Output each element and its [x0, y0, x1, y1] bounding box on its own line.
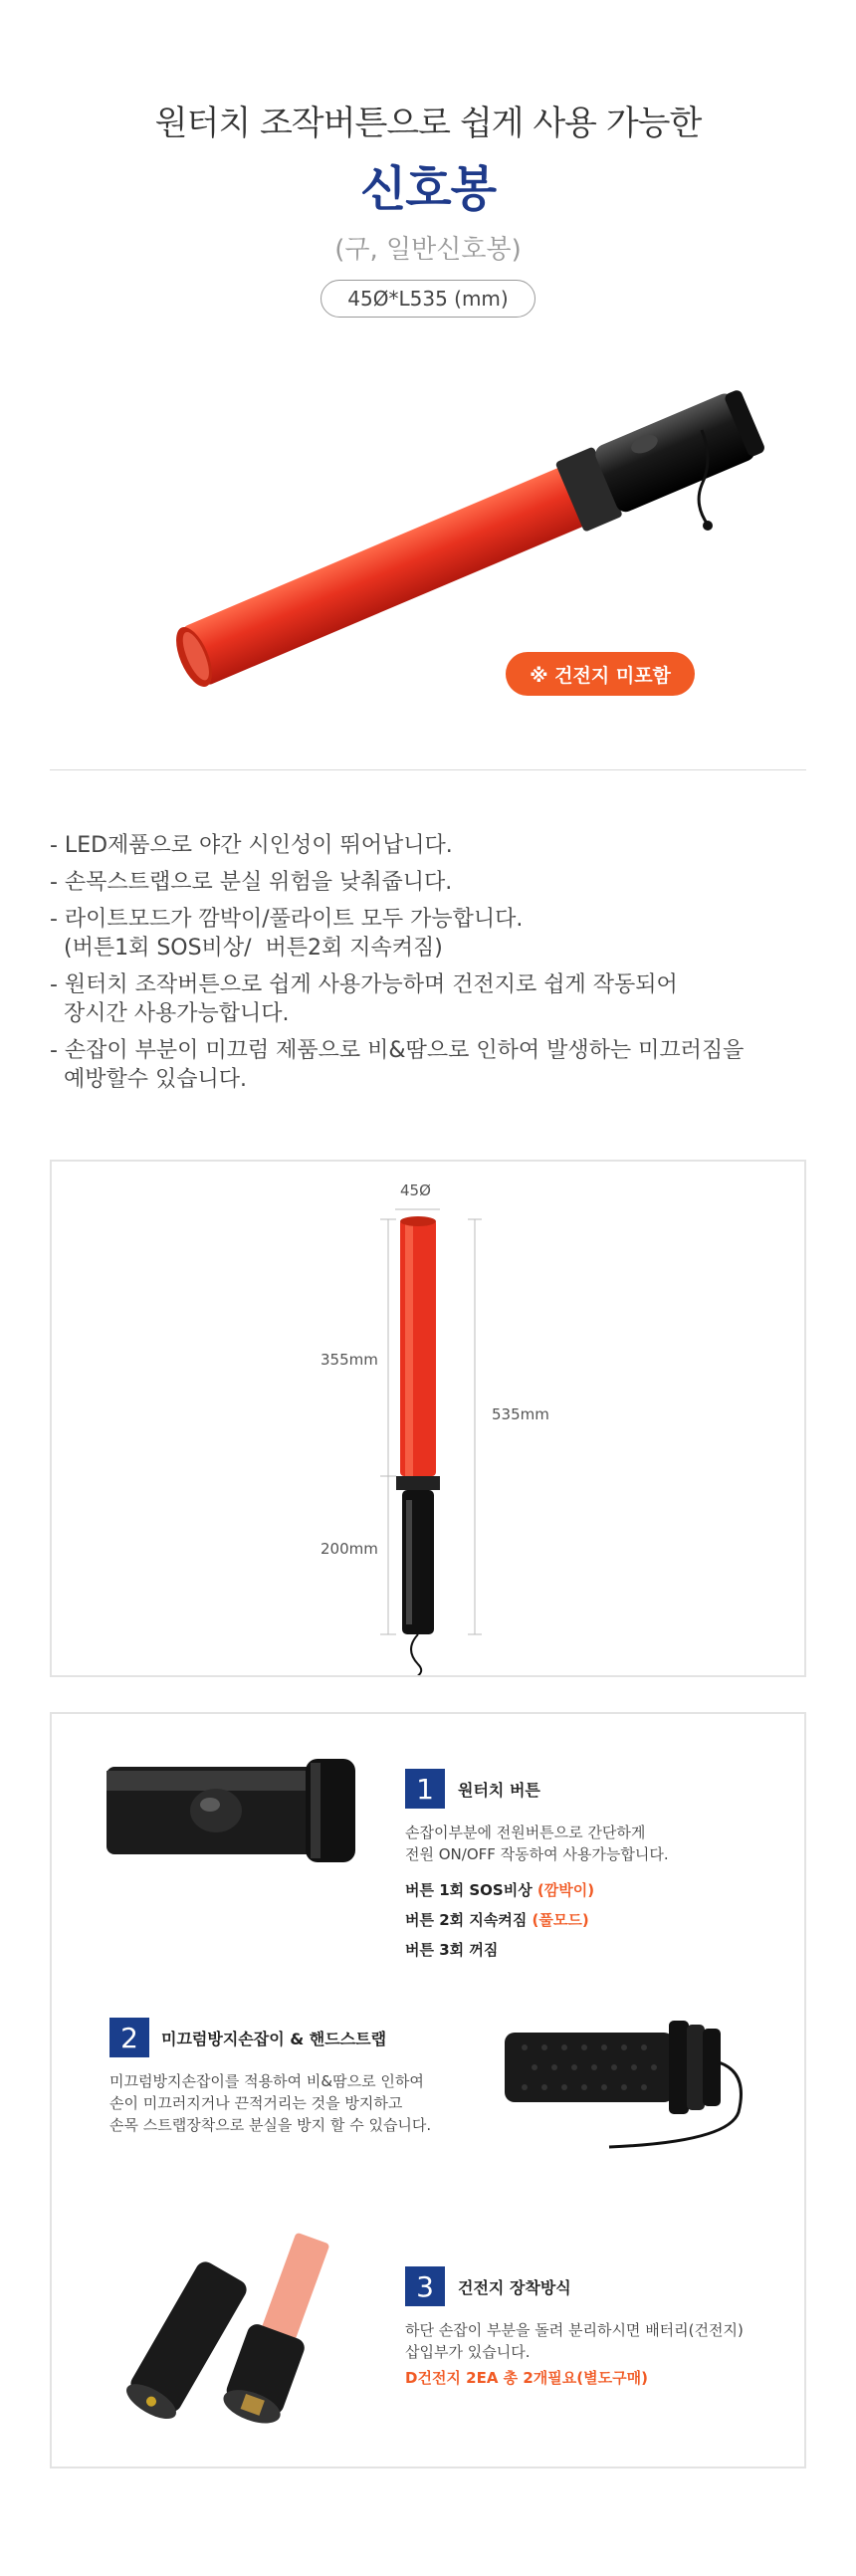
lower-length-label: 200mm [321, 1540, 378, 1558]
section-3-text-line: 삽입부가 있습니다. [405, 2343, 531, 2361]
product-subtitle: 원터치 조작버튼으로 쉽게 사용 가능한 [154, 104, 702, 143]
step-number-3: 3 [405, 2266, 445, 2306]
section-3-title: 건전지 장착방식 [458, 2278, 571, 2297]
dimension-baton-image [52, 1162, 804, 1675]
power-button-image [107, 1749, 365, 1868]
step-number-1: 1 [405, 1769, 445, 1809]
section-2-text-line: 미끄럼방지손잡이를 적용하여 비&땀으로 인하여 [109, 2072, 424, 2090]
total-length-label: 535mm [492, 1405, 549, 1423]
product-title: 신호봉 [359, 161, 497, 217]
button-press-2: 버튼 2회 지속켜짐 (풀모드) [405, 1911, 589, 1929]
feature-list [50, 831, 806, 1102]
section-2-text-line: 손이 미끄러지거나 끈적거리는 것을 방지하고 [109, 2094, 403, 2112]
dimension-diagram [50, 1160, 806, 1677]
section-1-title: 원터치 버튼 [458, 1781, 540, 1800]
feature-item: 장시간 사용가능합니다. [50, 1001, 290, 1026]
feature-item: - 손목스트랩으로 분실 위험을 낮춰줍니다. [50, 870, 453, 895]
section-3-text [405, 2319, 744, 2363]
feature-details-box [50, 1712, 806, 2469]
battery-not-included-badge: ※ 건전지 미포함 [506, 652, 695, 696]
diameter-label: 45Ø [400, 1181, 431, 1199]
feature-item: 예방할수 있습니다. [50, 1067, 247, 1092]
feature-item: (버튼1회 SOS비상/ 버튼2회 지속켜짐) [50, 936, 443, 961]
feature-item: - 원터치 조작버튼으로 쉽게 사용가능하며 건전지로 쉽게 작동되어 [50, 972, 678, 997]
feature-item: - LED제품으로 야간 시인성이 뛰어납니다. [50, 833, 453, 858]
baton-hero-image [0, 338, 856, 717]
section-3-text-line: 하단 손잡이 부분을 돌려 분리하시면 배터리(건전지) [405, 2321, 744, 2339]
section-1-text-line: 전원 ON/OFF 작동하여 사용가능합니다. [405, 1845, 669, 1863]
button-press-3: 버튼 3회 꺼짐 [405, 1941, 499, 1959]
section-1-text-line: 손잡이부분에 전원버튼으로 간단하게 [405, 1824, 646, 1841]
section-2-text-line: 손목 스트랩장착으로 분실을 방지 할 수 있습니다. [109, 2116, 432, 2134]
step-number-2: 2 [109, 2018, 149, 2057]
section-2-title: 미끄럼방지손잡이 & 핸드스트랩 [161, 2030, 387, 2048]
battery-requirement-note: D건전지 2EA 총 2개필요(별도구매) [405, 2369, 648, 2387]
grip-strap-image [505, 2003, 753, 2152]
feature-item: - 라이트모드가 깜박이/풀라이트 모두 가능합니다. [50, 907, 524, 932]
feature-item: - 손잡이 부분이 미끄럼 제품으로 비&땀으로 인하여 발생하는 미끄러짐을 [50, 1038, 745, 1063]
section-1-text [405, 1822, 669, 1865]
spec-pill: 45Ø*L535 (mm) [321, 280, 535, 318]
section-2-text [109, 2070, 431, 2136]
battery-compartment-image [116, 2232, 355, 2431]
section-divider [50, 769, 806, 770]
product-old-name: (구, 일반신호봉) [334, 235, 522, 265]
button-press-1: 버튼 1회 SOS비상 (깜박이) [405, 1881, 595, 1899]
product-header [0, 96, 856, 318]
upper-length-label: 355mm [321, 1351, 378, 1369]
